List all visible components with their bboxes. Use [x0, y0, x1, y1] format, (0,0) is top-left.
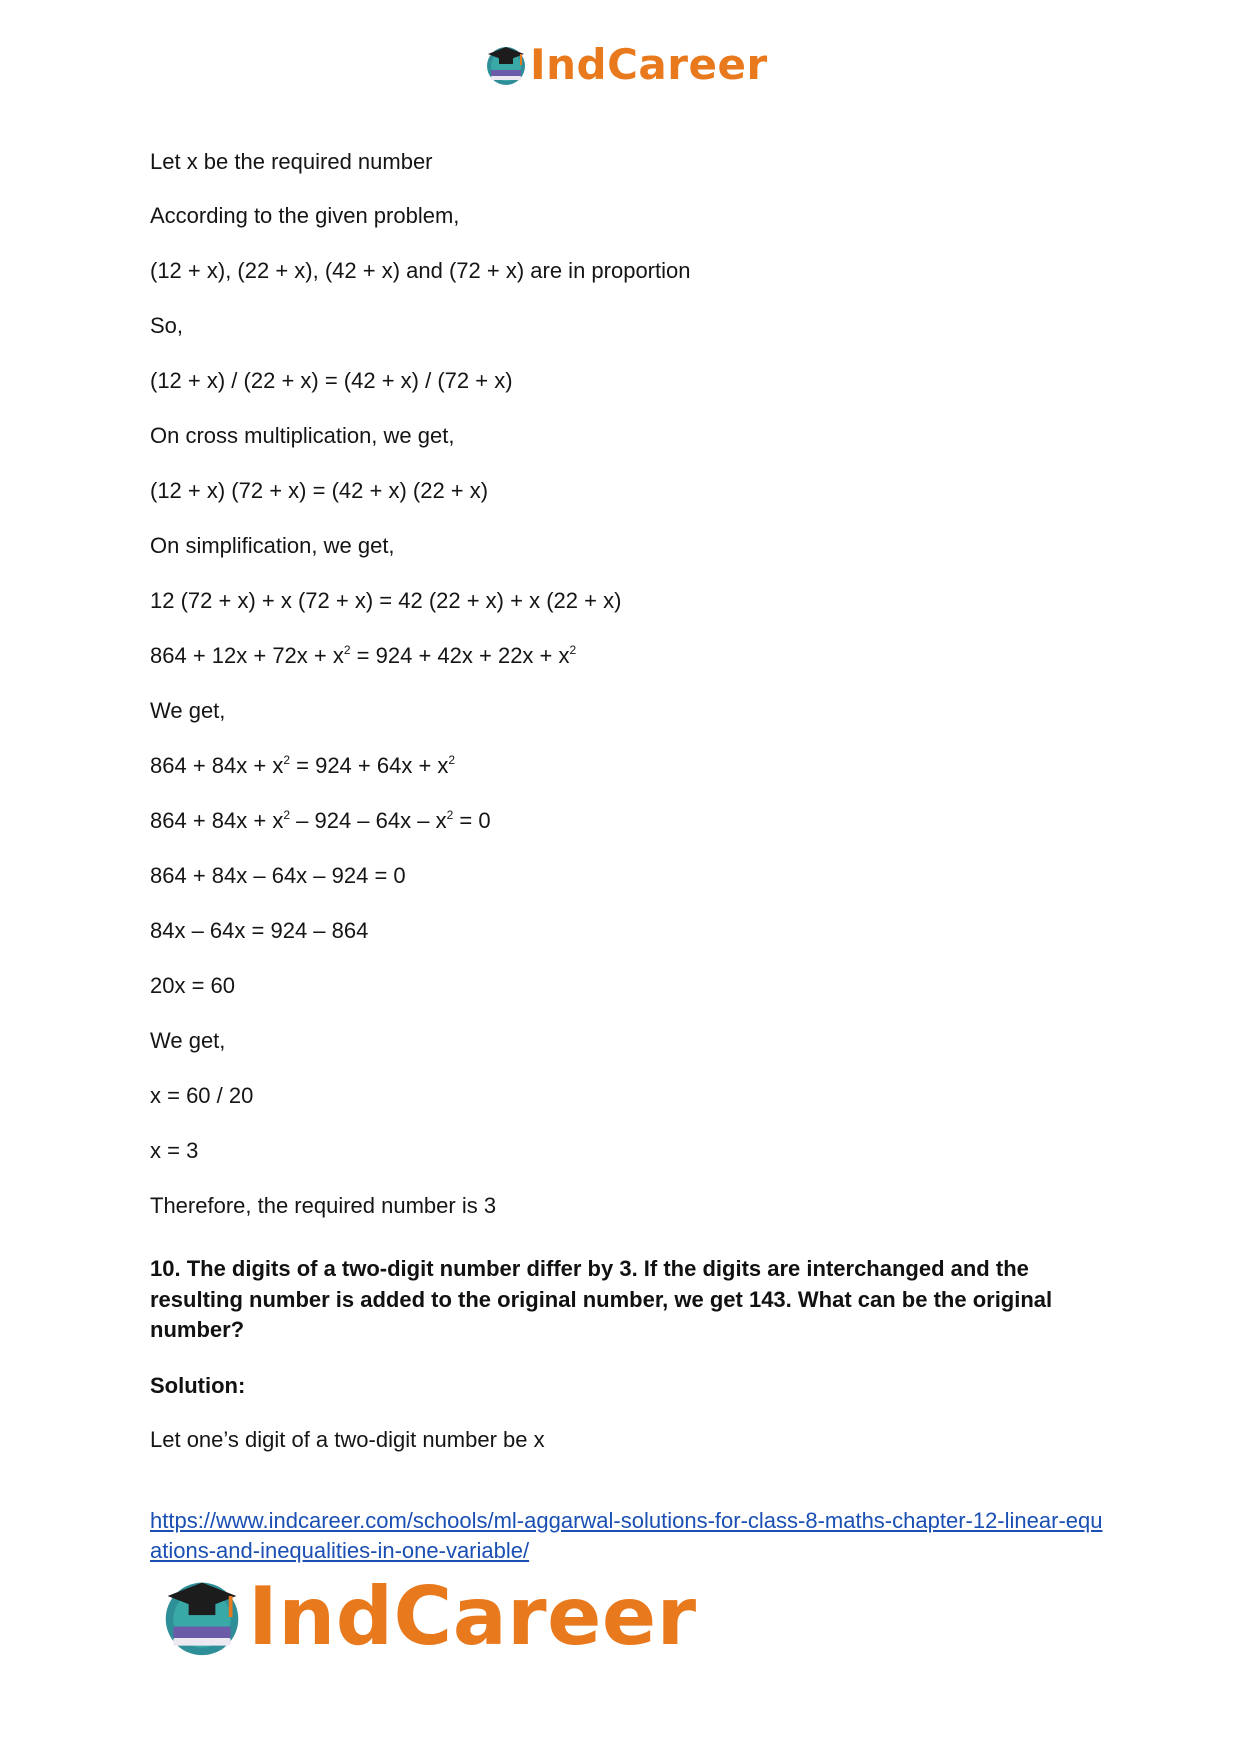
- equation-line: 84x – 64x = 924 – 864: [150, 918, 369, 943]
- equation-line: $864 + 84x + x^2 - 924 - 64x - x^2 = 0$: [150, 808, 491, 833]
- source-link[interactable]: https://www.indcareer.com/schools/ml-aggarwal-solutions-for-class-8-maths-chapter-12-linear-equations-and-inequalities-in-one-variable/: [150, 1508, 1103, 1563]
- graduation-cap-icon: [484, 43, 528, 87]
- footer-logo: [160, 1572, 697, 1662]
- text-line: We get,: [150, 698, 226, 723]
- header-logo-text: IndCareer: [530, 40, 768, 89]
- equation-line: $864 + 84x + x^2 = 924 + 64x + x^2$: [150, 753, 456, 778]
- equation-line: 20x = 60: [150, 973, 236, 998]
- solution-label: Solution:: [150, 1373, 246, 1398]
- text-line: (12 + x), (22 + x), (42 + x) and (72 + x) are in proportion: [150, 258, 691, 283]
- equation-line: 864 + 84x – 64x – 924 = 0: [150, 863, 406, 888]
- answer-line: Therefore, the required number is 3: [150, 1193, 497, 1218]
- text-line: Let x be the required number: [150, 149, 433, 174]
- equation-line: x = 60 / 20: [150, 1083, 254, 1108]
- solution-first-line: Let one’s digit of a two-digit number be x: [150, 1427, 545, 1452]
- text-line: According to the given problem,: [150, 203, 460, 228]
- graduation-cap-icon: [160, 1575, 244, 1659]
- equation-line: x = 3: [150, 1138, 199, 1163]
- text-line: So,: [150, 313, 184, 338]
- equation-line: (12 + x) / (22 + x) = (42 + x) / (72 + x): [150, 368, 513, 393]
- text-line: We get,: [150, 1028, 226, 1053]
- header-logo: [484, 40, 768, 90]
- question-10: 10. The digits of a two-digit number differ by 3. If the digits are interchanged and the resulting number is added to the original number, we get 143. What can be the original number?: [150, 1256, 1053, 1342]
- text-line: On cross multiplication, we get,: [150, 423, 455, 448]
- equation-line: (12 + x) (72 + x) = (42 + x) (22 + x): [150, 478, 489, 503]
- equation-line: $864 + 12x + 72x + x^2 = 924 + 42x + 22x + x^2$: [150, 643, 577, 668]
- equation-line: 12 (72 + x) + x (72 + x) = 42 (22 + x) + x (22 + x): [150, 588, 622, 613]
- footer-logo-text: IndCareer: [248, 1570, 697, 1663]
- text-line: On simplification, we get,: [150, 533, 395, 558]
